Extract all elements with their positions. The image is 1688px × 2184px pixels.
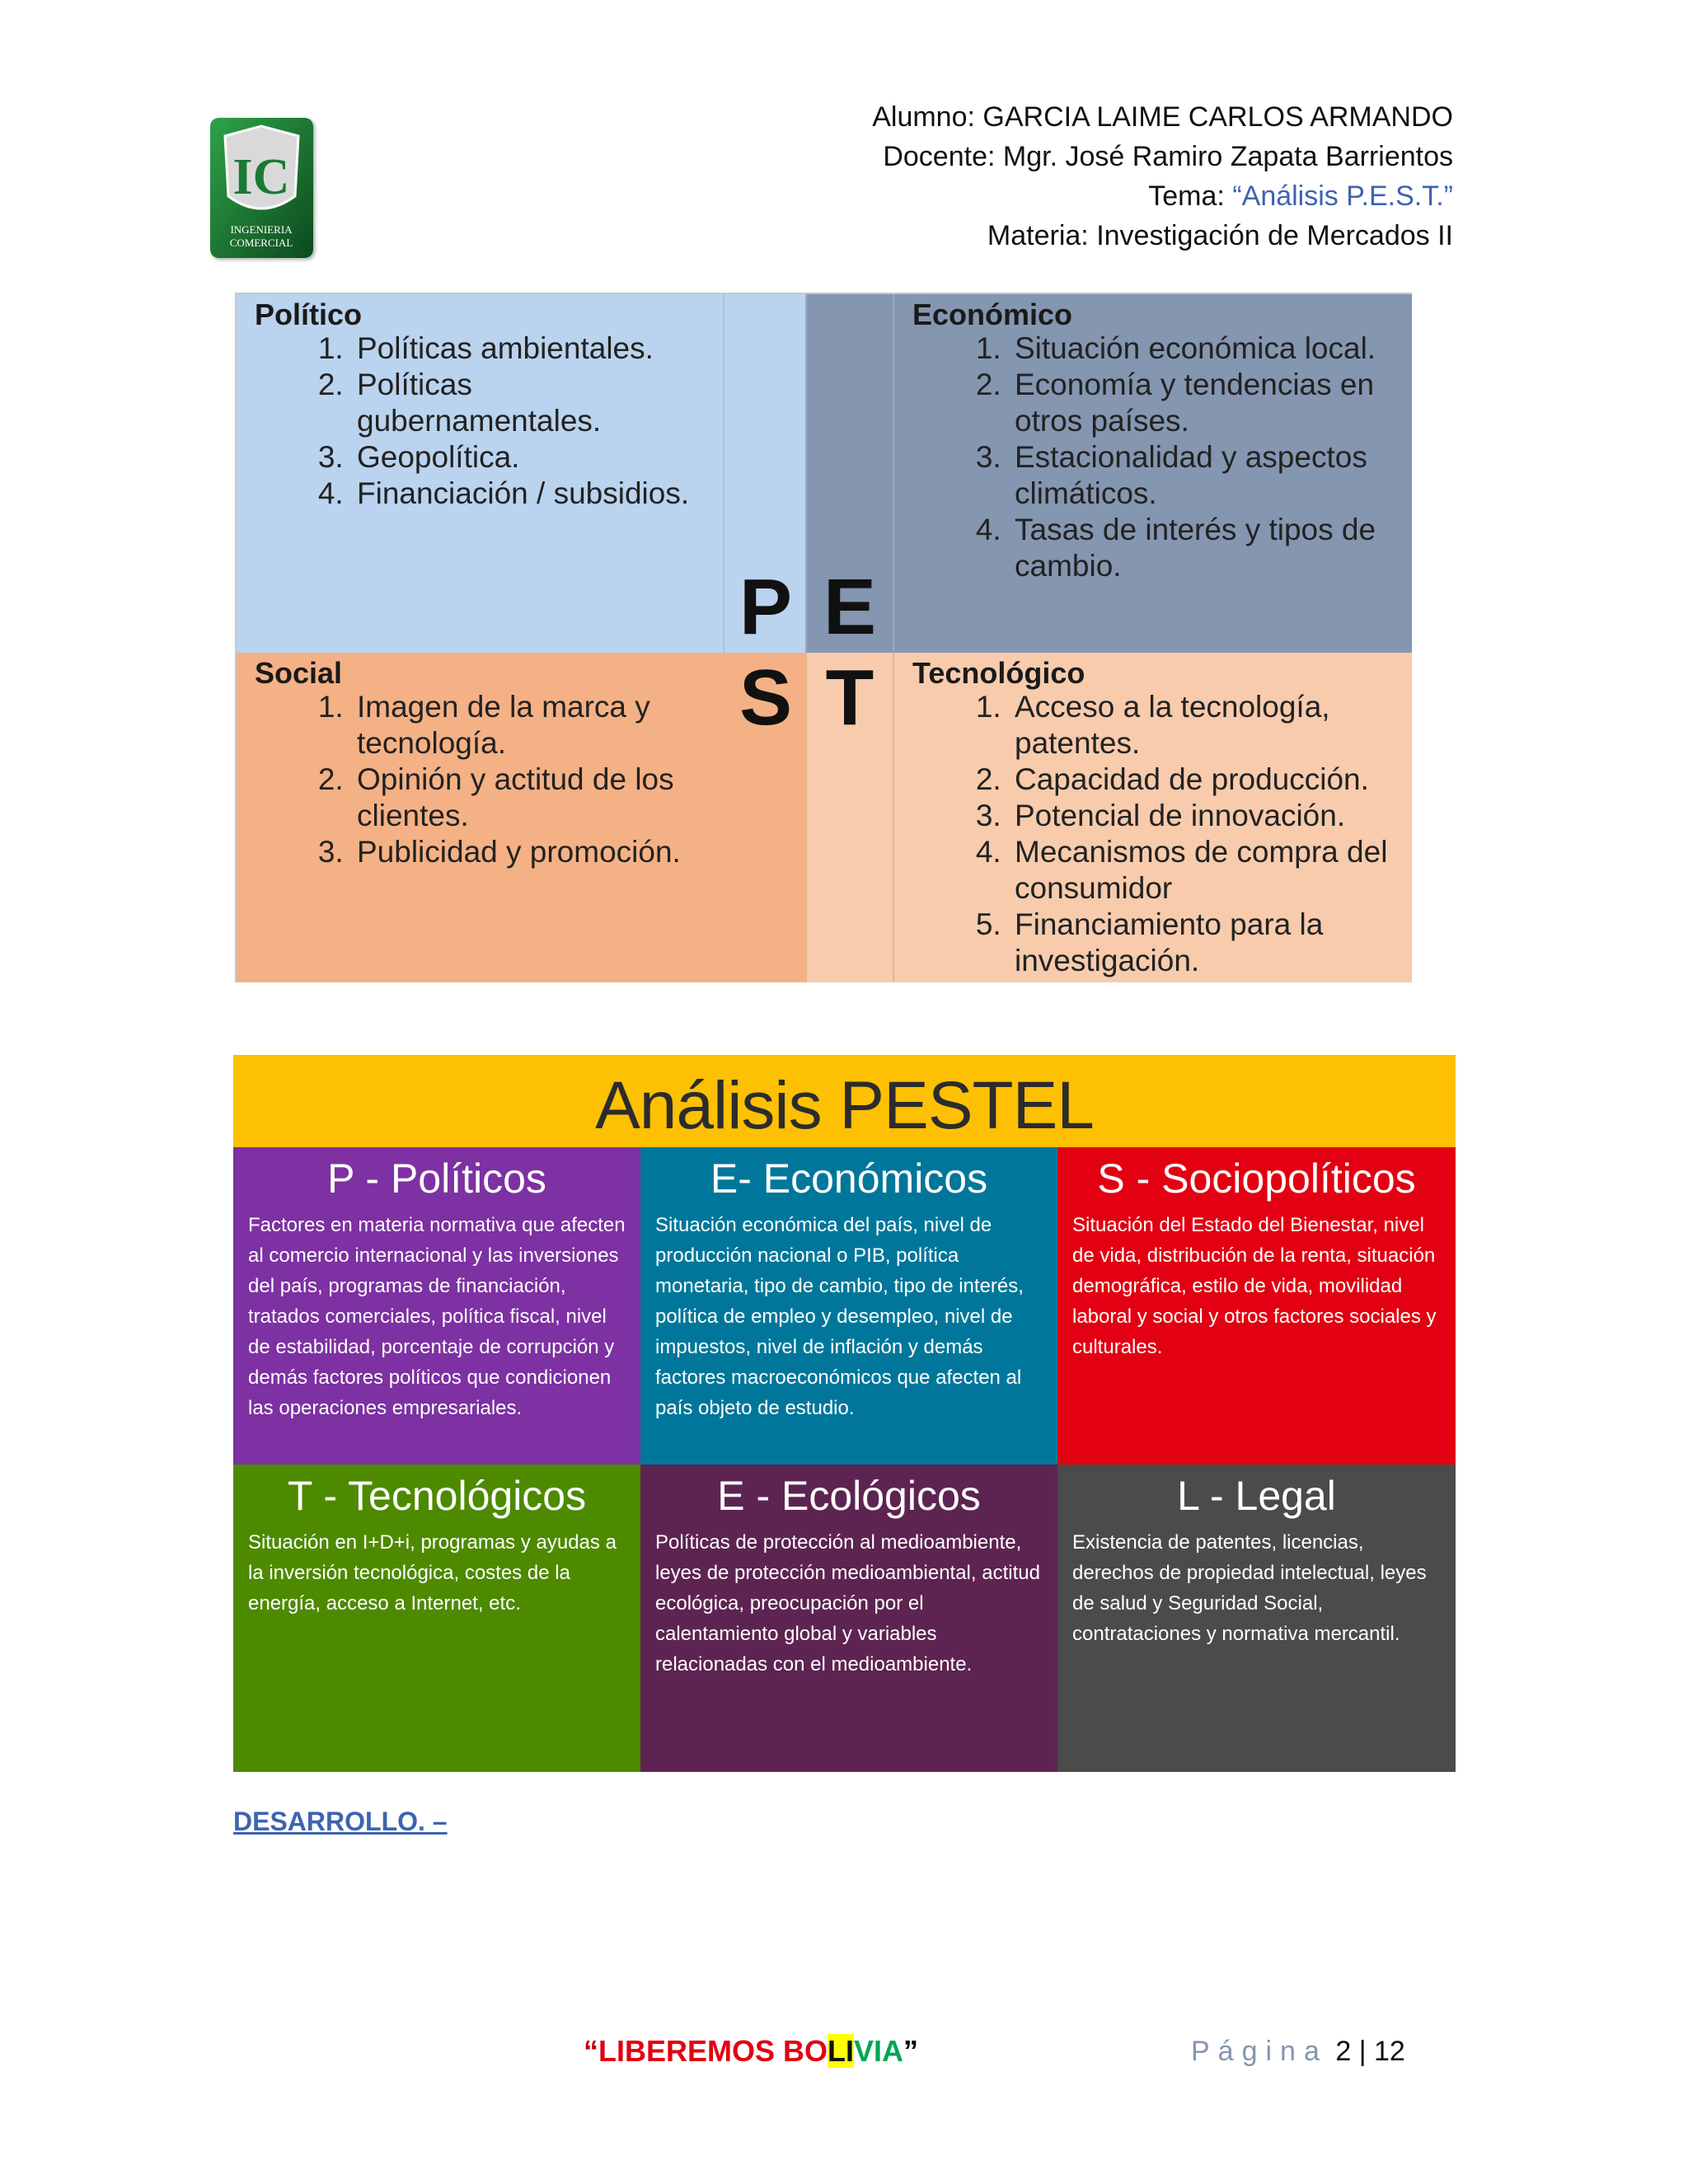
list-item: 3. Estacionalidad y aspectos climáticos. (1010, 439, 1405, 512)
student-label: Alumno: (872, 101, 975, 133)
page-separator: | (1358, 2036, 1367, 2067)
pestel-cell-politicos (233, 1147, 640, 1465)
logo-line-1: INGENIERIA (230, 223, 293, 236)
motto-yellow-part: LI (828, 2034, 855, 2068)
logo-monogram: IC (232, 149, 290, 205)
motto-close-quote: ” (903, 2034, 919, 2068)
pestel-title: Análisis PESTEL (233, 1055, 1456, 1147)
page-total: 12 (1374, 2036, 1405, 2067)
pestel-cell-title: P - Políticos (327, 1155, 546, 1202)
subject-value: Investigación de Mercados II (1096, 220, 1453, 251)
list-item: 1. Políticas ambientales. (352, 330, 689, 367)
motto-green-part: VIA (854, 2034, 904, 2068)
pest-tecnologico-title: Tecnológico (912, 656, 1085, 690)
pestel-cell-sociopoliticos (1057, 1147, 1456, 1465)
pestel-infographic (233, 1055, 1456, 1772)
footer-motto (584, 2034, 918, 2069)
list-item: 1. Situación económica local. (1010, 330, 1405, 367)
list-item: 4. Tasas de interés y tipos de cambio. (1010, 512, 1405, 584)
pest-tecnologico-quadrant (894, 653, 1412, 982)
pestel-cell-text: Situación en I+D+i, programas y ayudas a la inversión tecnológica, costes de la energía, acceso a Internet, etc. (248, 1531, 617, 1615)
pestel-cell-text: Existencia de patentes, licencias, derechos de propiedad intelectual, leyes de salud y Seguridad Social, contrataciones y normativa mercantil. (1072, 1531, 1427, 1645)
list-item: 3. Publicidad y promoción. (352, 834, 682, 870)
list-item: 1. Acceso a la tecnología, patentes. (1010, 689, 1397, 762)
pestel-cell-title: E - Ecológicos (717, 1473, 981, 1519)
pestel-cell-tecnologicos (233, 1465, 640, 1772)
pestel-cell-legal (1057, 1465, 1456, 1772)
pest-letter-e: E (823, 563, 877, 651)
pestel-cell-text: Políticas de protección al medioambiente, leyes de protección medioambiental, actitud ecológica, preocupación por el calentamiento global y variables relacionadas con el medioambiente. (655, 1531, 1040, 1675)
subject-label: Materia: (987, 220, 1089, 251)
pest-tecnologico-list (960, 689, 1397, 979)
pestel-cell-economicos (640, 1147, 1057, 1465)
motto-red-part: LIBEREMOS BO (598, 2034, 828, 2068)
pestel-cell-title: S - Sociopolíticos (1097, 1155, 1416, 1202)
page-number (1191, 2036, 1405, 2068)
pest-politico-list (302, 330, 689, 512)
page-current: 2 (1335, 2036, 1352, 2067)
pest-social-list (302, 689, 682, 870)
pestel-cell-text: Situación del Estado del Bienestar, nivel de vida, distribución de la renta, situación demográfica, estilo de vida, movilidad laboral y social y otros factores sociales y culturales. (1072, 1214, 1437, 1358)
teacher-line (629, 137, 1453, 176)
list-item: 2. Economía y tendencias en otros países. (1010, 367, 1405, 439)
pest-diagram (235, 293, 1412, 982)
list-item: 3. Geopolítica. (352, 439, 689, 476)
pest-politico-quadrant (237, 294, 723, 653)
document-header (629, 97, 1453, 255)
list-item: 4. Mecanismos de compra del consumidor (1010, 834, 1397, 907)
pestel-cell-text: Situación económica del país, nivel de producción nacional o PIB, política monetaria, tipo de cambio, tipo de interés, política de empleo y desempleo, nivel de impuestos, nivel de inflación y demás factores macroeconómicos que afecten al país objeto de estudio. (655, 1214, 1024, 1419)
ic-shield-logo-graphic (210, 118, 313, 258)
pest-social-quadrant (237, 653, 723, 982)
pest-letter-s: S (738, 654, 793, 742)
list-item: 5. Financiamiento para la investigación. (1010, 907, 1397, 979)
pest-economico-quadrant (894, 294, 1412, 653)
pest-economico-title: Económico (912, 298, 1073, 331)
subject-line (629, 216, 1453, 255)
pest-social-title: Social (255, 656, 343, 690)
list-item: 3. Potencial de innovación. (1010, 798, 1397, 834)
pestel-cell-title: T - Tecnológicos (287, 1473, 587, 1519)
list-item: 2. Políticas gubernamentales. (352, 367, 604, 439)
list-item: 4. Financiación / subsidios. (352, 476, 689, 512)
pest-letter-p: P (738, 563, 793, 651)
ic-shield-logo (210, 118, 313, 258)
pestel-cell-ecologicos (640, 1465, 1057, 1772)
pestel-cell-title: L - Legal (1177, 1473, 1336, 1519)
teacher-name: Mgr. José Ramiro Zapata Barrientos (1002, 141, 1453, 172)
motto-open-quote: “ (584, 2034, 598, 2068)
pestel-cell-title: E- Económicos (710, 1155, 988, 1202)
topic-value: “Análisis P.E.S.T.” (1232, 180, 1453, 212)
topic-line (629, 176, 1453, 216)
pest-politico-title: Político (255, 298, 363, 331)
student-line (629, 97, 1453, 137)
list-item: 1. Imagen de la marca y tecnología. (352, 689, 682, 762)
topic-label: Tema: (1148, 180, 1225, 212)
teacher-label: Docente: (883, 141, 996, 172)
page-label: Página (1191, 2036, 1328, 2067)
list-item: 2. Opinión y actitud de los clientes. (352, 762, 682, 834)
logo-line-2: COMERCIAL (229, 237, 293, 249)
pest-letter-t: T (825, 654, 874, 742)
pestel-cell-text: Factores en materia normativa que afecten al comercio internacional y las inversiones del país, programas de financiación, tratados comerciales, política fiscal, nivel de estabilidad, porcentaje de corrupción y demás factores políticos que condicionen las operaciones empresariales. (248, 1214, 626, 1419)
list-item: 2. Capacidad de producción. (1010, 762, 1397, 798)
section-heading-desarrollo: DESARROLLO. – (233, 1807, 448, 1836)
student-name: GARCIA LAIME CARLOS ARMANDO (982, 101, 1453, 133)
pest-economico-list (960, 330, 1405, 584)
